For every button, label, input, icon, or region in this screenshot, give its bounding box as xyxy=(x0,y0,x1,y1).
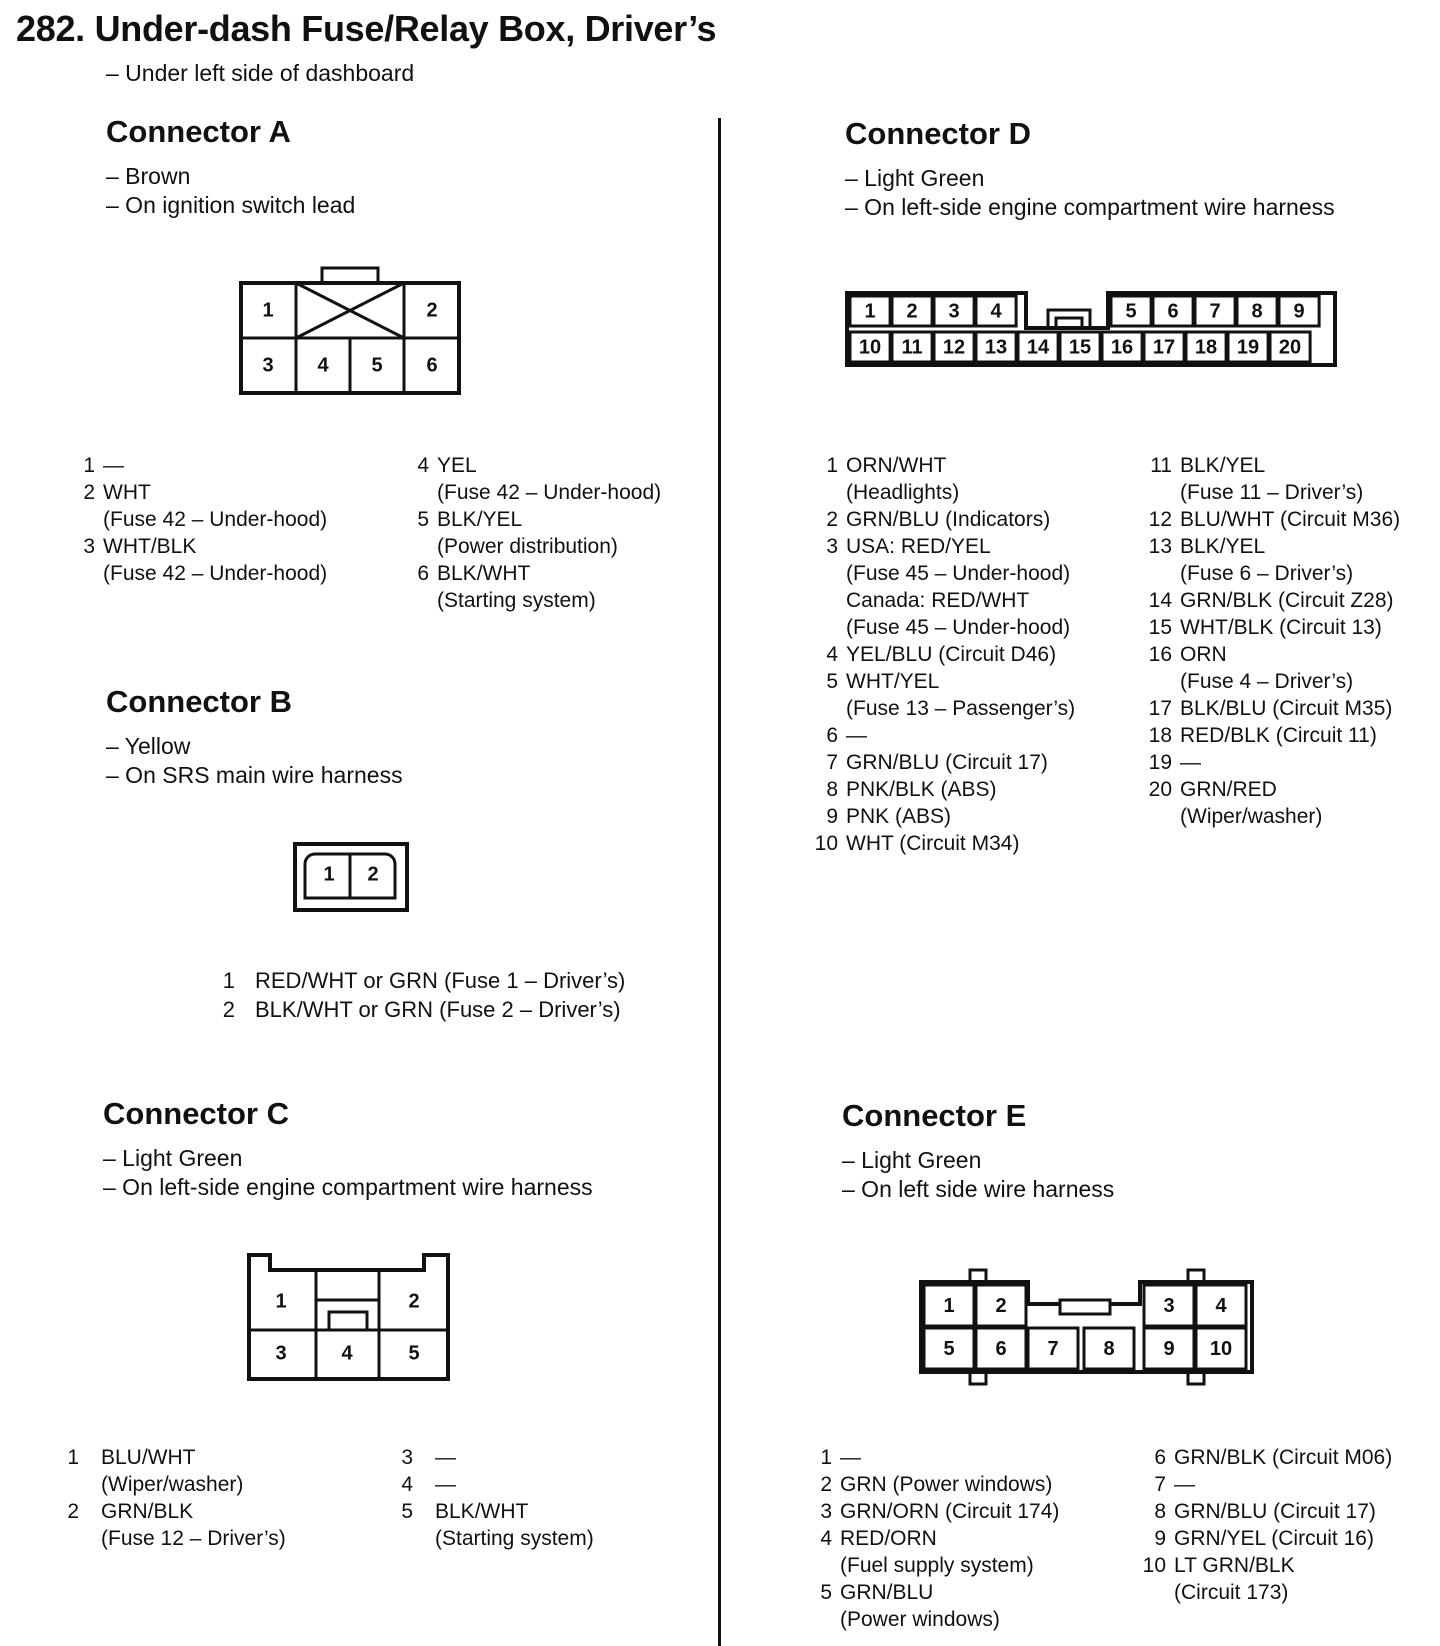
connector-c-location: – On left-side engine compartment wire harness xyxy=(103,1174,593,1200)
pin-row: 20 GRN/RED (Wiper/washer) xyxy=(1148,778,1323,828)
connector-a-color: – Brown xyxy=(106,163,191,189)
connector-e-cell: 1 xyxy=(943,1294,955,1317)
pin-row: 8 GRN/BLU (Circuit 17) xyxy=(1154,1500,1376,1523)
connector-e-cell: 9 xyxy=(1163,1337,1175,1360)
connector-c-color: – Light Green xyxy=(103,1145,243,1171)
connector-b-location: – On SRS main wire harness xyxy=(106,762,403,788)
connector-a-diagram xyxy=(238,266,464,396)
connector-d-cell: 18 xyxy=(1194,336,1218,359)
connector-a-cell: 5 xyxy=(371,354,383,377)
page-title: 282. Under-dash Fuse/Relay Box, Driver’s xyxy=(16,8,717,49)
pin-row: 14 GRN/BLK (Circuit Z28) xyxy=(1148,589,1394,612)
connector-d-cell: 1 xyxy=(864,300,876,323)
connector-e-cell: 8 xyxy=(1103,1337,1115,1360)
connector-b-description xyxy=(106,732,403,790)
connector-c-latch xyxy=(329,1312,367,1330)
connector-d-pins-right xyxy=(1148,452,1401,830)
pin-row: 1 BLU/WHT (Wiper/washer) xyxy=(67,1446,244,1496)
pin-row: 3 WHT/BLK (Fuse 42 – Under-hood) xyxy=(83,535,328,585)
connector-e-latch xyxy=(1060,1300,1110,1314)
pin-row: 3 — xyxy=(401,1446,456,1469)
pin-row: 2 GRN (Power windows) xyxy=(820,1473,1053,1496)
connector-c-pins-left xyxy=(67,1444,286,1552)
connector-d-color: – Light Green xyxy=(845,165,985,191)
connector-d-cell: 4 xyxy=(990,300,1002,323)
connector-d-description xyxy=(845,164,1335,222)
connector-c-description xyxy=(103,1144,593,1202)
pin-row: 1 RED/WHT or GRN (Fuse 1 – Driver’s) xyxy=(222,968,626,993)
pin-row: 3 USA: RED/YEL (Fuse 45 – Under-hood) Canada: RED/WHT (Fuse 45 – Under-hood) xyxy=(826,535,1071,639)
connector-d-cell: 10 xyxy=(858,336,882,359)
connector-d-diagram xyxy=(844,290,1338,368)
pin-row: 1 ORN/WHT (Headlights) xyxy=(826,454,960,504)
pin-row: 16 ORN (Fuse 4 – Driver’s) xyxy=(1148,643,1354,693)
connector-d-cell: 14 xyxy=(1026,336,1050,359)
pin-row: 18 RED/BLK (Circuit 11) xyxy=(1148,724,1377,747)
pin-row: 2 BLK/WHT or GRN (Fuse 2 – Driver’s) xyxy=(222,997,621,1022)
pin-row: 5 GRN/BLU (Power windows) xyxy=(820,1581,1000,1631)
connector-d-cell: 11 xyxy=(901,336,923,359)
pin-row: 2 GRN/BLK (Fuse 12 – Driver’s) xyxy=(67,1500,286,1550)
connector-a-pins-left xyxy=(83,452,328,587)
connector-e-cell: 7 xyxy=(1047,1337,1059,1360)
connector-b-pins xyxy=(222,966,626,1024)
connector-a-location: – On ignition switch lead xyxy=(106,192,356,218)
connector-b-cell: 1 xyxy=(323,863,335,886)
connector-d-cell: 19 xyxy=(1236,336,1260,359)
connector-d-cell: 5 xyxy=(1125,300,1137,323)
connector-e-pins-left xyxy=(820,1444,1060,1633)
connector-a-cell: 1 xyxy=(262,299,274,322)
connector-c-cell: 3 xyxy=(275,1342,287,1365)
pin-row: 4 YEL (Fuse 42 – Under-hood) xyxy=(417,454,662,504)
connector-d-cell: 8 xyxy=(1251,300,1263,323)
connector-d-cell: 6 xyxy=(1167,300,1179,323)
connector-d-cell: 3 xyxy=(948,300,960,323)
connector-c-cell: 4 xyxy=(341,1342,353,1365)
connector-c-cell: 2 xyxy=(408,1290,420,1313)
connector-a-description xyxy=(106,162,355,220)
connector-e-cell: 5 xyxy=(943,1337,955,1360)
connector-e-diagram xyxy=(918,1268,1256,1386)
pin-row: 7 — xyxy=(1154,1473,1195,1496)
connector-e-color: – Light Green xyxy=(842,1147,982,1173)
pin-row: 10 WHT (Circuit M34) xyxy=(814,832,1020,855)
connector-e-description xyxy=(842,1146,1114,1204)
connector-e-pins-right xyxy=(1142,1444,1393,1606)
pin-row: 10 LT GRN/BLK (Circuit 173) xyxy=(1142,1554,1295,1604)
connector-a-cell: 6 xyxy=(426,354,438,377)
pin-row: 17 BLK/BLU (Circuit M35) xyxy=(1148,697,1393,720)
connector-b-cell: 2 xyxy=(367,863,379,886)
connector-e-location: – On left side wire harness xyxy=(842,1176,1115,1202)
pin-row: 6 — xyxy=(826,724,867,747)
pin-row: 9 PNK (ABS) xyxy=(826,805,952,828)
connector-b-diagram xyxy=(293,842,409,912)
connector-a-title: Connector A xyxy=(106,114,291,149)
pin-row: 2 WHT (Fuse 42 – Under-hood) xyxy=(83,481,328,531)
pin-row: 12 BLU/WHT (Circuit M36) xyxy=(1148,508,1401,531)
pin-row: 2 GRN/BLU (Indicators) xyxy=(826,508,1051,531)
pin-row: 1 — xyxy=(83,454,124,477)
connector-a-pins-right xyxy=(417,452,662,614)
pin-row: 4 — xyxy=(401,1473,456,1496)
connector-a-cell: 2 xyxy=(426,299,438,322)
pin-row: 19 — xyxy=(1148,751,1201,774)
pin-row: 5 BLK/YEL (Power distribution) xyxy=(417,508,618,558)
pin-row: 11 BLK/YEL (Fuse 11 – Driver’s) xyxy=(1150,454,1364,504)
connector-d-cell: 9 xyxy=(1293,300,1305,323)
connector-e-cell: 10 xyxy=(1209,1337,1233,1360)
pin-row: 5 BLK/WHT (Starting system) xyxy=(401,1500,594,1550)
connector-c-diagram xyxy=(246,1252,452,1382)
pin-row: 3 GRN/ORN (Circuit 174) xyxy=(820,1500,1060,1523)
column-divider xyxy=(718,118,721,1646)
connector-d-cell: 20 xyxy=(1278,336,1302,359)
connector-d-pins-left xyxy=(814,452,1076,857)
connector-d-cell: 12 xyxy=(942,336,966,359)
connector-e-cell: 2 xyxy=(995,1294,1007,1317)
connector-e-cell: 6 xyxy=(995,1337,1007,1360)
pin-row: 8 PNK/BLK (ABS) xyxy=(826,778,997,801)
connector-b-color: – Yellow xyxy=(106,733,191,759)
connector-e-cell: 4 xyxy=(1215,1294,1227,1317)
pin-row: 9 GRN/YEL (Circuit 16) xyxy=(1154,1527,1374,1550)
pin-row: 13 BLK/YEL (Fuse 6 – Driver’s) xyxy=(1148,535,1354,585)
connector-d-cell: 7 xyxy=(1209,300,1221,323)
pin-row: 7 GRN/BLU (Circuit 17) xyxy=(826,751,1048,774)
pin-row: 6 BLK/WHT (Starting system) xyxy=(417,562,596,612)
connector-a-cell: 4 xyxy=(317,354,329,377)
pin-row: 4 RED/ORN (Fuel supply system) xyxy=(820,1527,1034,1577)
connector-c-cell: 1 xyxy=(275,1290,287,1313)
pin-row: 6 GRN/BLK (Circuit M06) xyxy=(1154,1446,1393,1469)
connector-c-title: Connector C xyxy=(103,1096,289,1131)
connector-e-title: Connector E xyxy=(842,1098,1027,1133)
connector-e-cell: 3 xyxy=(1163,1294,1175,1317)
connector-d-cell: 15 xyxy=(1068,336,1092,359)
connector-c-pins-right xyxy=(401,1444,594,1552)
connector-d-location: – On left-side engine compartment wire harness xyxy=(845,194,1335,220)
connector-c-cell: 5 xyxy=(408,1342,420,1365)
connector-b-title: Connector B xyxy=(106,684,292,719)
page-subtitle: – Under left side of dashboard xyxy=(106,60,415,86)
pin-row: 4 YEL/BLU (Circuit D46) xyxy=(826,643,1057,666)
connector-d-cell: 17 xyxy=(1152,336,1176,359)
connector-d-cell: 16 xyxy=(1110,336,1134,359)
connector-d-title: Connector D xyxy=(845,116,1031,151)
pin-row: 15 WHT/BLK (Circuit 13) xyxy=(1148,616,1382,639)
pin-row: 1 — xyxy=(820,1446,861,1469)
connector-d-cell: 13 xyxy=(984,336,1008,359)
connector-d-cell: 2 xyxy=(906,300,918,323)
connector-a-cell: 3 xyxy=(262,354,274,377)
pin-row: 5 WHT/YEL (Fuse 13 – Passenger’s) xyxy=(826,670,1076,720)
